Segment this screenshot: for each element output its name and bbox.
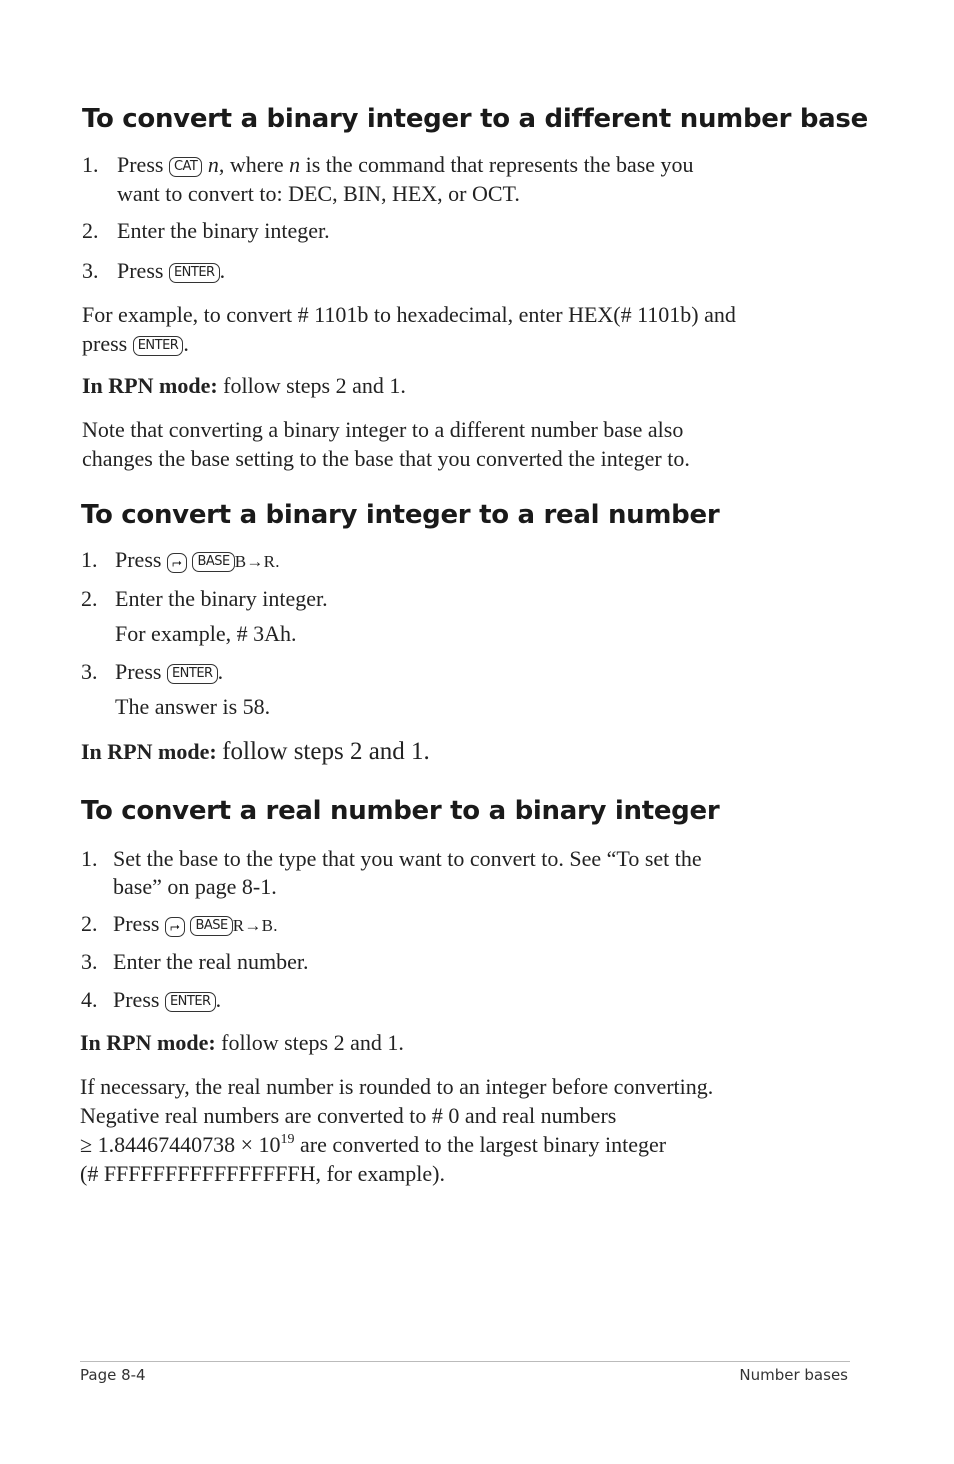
step-text: Press ⮣ BASE B→R. [115, 547, 280, 572]
section-heading-binary-to-real: To convert a binary integer to a real number [81, 500, 720, 530]
step-text: Press ENTER . [117, 258, 226, 283]
step-number: 2. [82, 218, 99, 243]
footer-divider [80, 1361, 850, 1362]
rpn-mode-note: In RPN mode: follow steps 2 and 1. [80, 1030, 404, 1055]
step-text-continuation: base” on page 8-1. [113, 874, 277, 899]
footer-page-number: Page 8-4 [80, 1366, 146, 1384]
example-paragraph: For example, to convert # 1101b to hexadecimal, enter HEX(# 1101b) and [82, 302, 736, 327]
enter-key-icon: ENTER [133, 336, 184, 356]
rounding-paragraph-line: ≥ $1.84467440738 \times 10^{19}$ are converted to the largest binary integer [80, 1132, 667, 1157]
step-text: Press ⮣ BASE R→B. [113, 911, 278, 936]
step-number: 1. [81, 547, 98, 572]
rounding-paragraph-line: Negative real numbers are converted to # 0 and real numbers [80, 1103, 617, 1128]
base-key-icon: BASE [190, 916, 232, 936]
note-paragraph: Note that converting a binary integer to a different number base also [82, 417, 684, 442]
step-number: 1. [81, 846, 98, 871]
step-text: Enter the binary integer. [115, 586, 328, 611]
step-number: 2. [81, 586, 98, 611]
left-shift-key-icon: ⮣ [165, 917, 185, 937]
step-text: Press CAT n, where n is the command that represents the base you [117, 152, 694, 177]
footer-chapter-title: Number bases [739, 1366, 848, 1384]
step-text: Enter the binary integer. [117, 218, 330, 243]
enter-key-icon: ENTER [165, 992, 216, 1012]
note-paragraph-continuation: changes the base setting to the base that you converted the integer to. [82, 446, 690, 471]
step-number: 1. [82, 152, 99, 177]
step-number: 4. [81, 987, 98, 1012]
step-text: Press ENTER . [113, 987, 222, 1012]
step-text-continuation: want to convert to: DEC, BIN, HEX, or OCT. [117, 181, 520, 206]
enter-key-icon: ENTER [167, 664, 218, 684]
step-text: Enter the real number. [113, 949, 309, 974]
rounding-paragraph-line: (# FFFFFFFFFFFFFFFFH, for example). [80, 1161, 445, 1186]
step-number: 3. [81, 949, 98, 974]
example-paragraph-continuation: press ENTER . [82, 331, 189, 356]
step-subtext: The answer is 58. [115, 694, 271, 719]
base-key-icon: BASE [192, 552, 234, 572]
section-heading-binary-to-base: To convert a binary integer to a different number base [82, 104, 868, 134]
step-subtext: For example, # 3Ah. [115, 621, 297, 646]
section-heading-real-to-binary: To convert a real number to a binary integer [81, 796, 720, 826]
step-text: Press ENTER . [115, 659, 224, 684]
step-number: 2. [81, 911, 98, 936]
left-shift-key-icon: ⮣ [167, 553, 187, 573]
step-number: 3. [82, 258, 99, 283]
cat-key-icon: CAT [169, 157, 202, 177]
step-number: 3. [81, 659, 98, 684]
rounding-paragraph: If necessary, the real number is rounded to an integer before converting. [80, 1074, 714, 1099]
enter-key-icon: ENTER [169, 263, 220, 283]
step-text: Set the base to the type that you want to convert to. See “To set the [113, 846, 702, 871]
rpn-mode-note: In RPN mode: follow steps 2 and 1. [81, 738, 430, 765]
rpn-mode-note: In RPN mode: follow steps 2 and 1. [82, 373, 406, 398]
